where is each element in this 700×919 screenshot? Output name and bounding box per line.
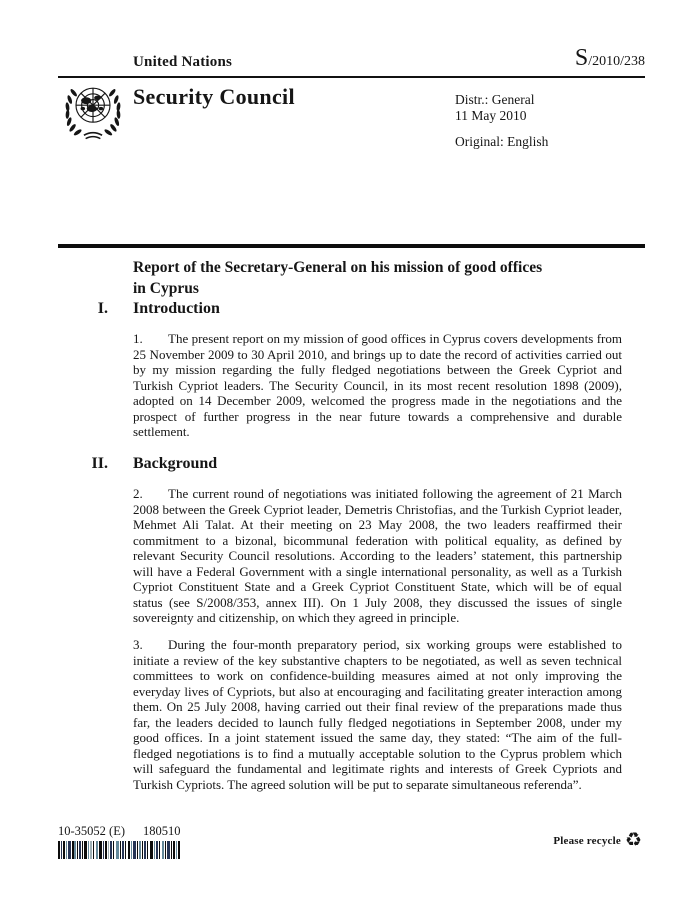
paragraph-number: 2. (133, 486, 143, 501)
document-symbol (575, 46, 645, 70)
footer-job-number (58, 824, 181, 839)
barcode (58, 841, 180, 864)
document-symbol-series: S (574, 45, 589, 71)
recycle-icon: ♻ (624, 829, 642, 851)
section-title: Introduction (133, 300, 220, 317)
document-date: 11 May 2010 (455, 108, 527, 123)
paragraph-number: 1. (133, 331, 143, 346)
section-number: I. (97, 300, 108, 317)
section-title: Background (133, 455, 218, 472)
header-rule (58, 76, 645, 78)
paragraph-text: During the four-month preparatory period, six working groups were established to initiate a review of the key substantive chapters to be negotiated, as well as seven technical committees to work on confidence-building measures aimed at not only improving the everyday lives of Cypriots, but also at encouraging and facilitating greater interaction among them. On 25 July 2008, having carried out their final review of the preparations made thus far, the leaders decided to launch fully fledged negotiations in September 2008, under my good offices. In a joint statement issued the same day, they stated: “The aim of the full-fledged negotiations is to find a mutually acceptable solution to the Cyprus problem which will safeguard the fundamental and legitimate rights and interests of Greek Cypriots and Turkish Cypriots. The agreed solution will be put to separate simultaneous referenda”. (133, 637, 622, 792)
org-name: United Nations (133, 54, 233, 70)
recycle-label: Please recycle (553, 834, 621, 847)
un-emblem-icon (59, 80, 127, 144)
date-code: 180510 (143, 824, 181, 838)
job-number: 10-35052 (E) (58, 824, 125, 838)
paragraph-3 (133, 637, 622, 792)
distribution-line: Distr.: General (455, 92, 535, 107)
paragraph-1 (133, 331, 622, 440)
document-symbol-number: /2010/238 (588, 54, 645, 69)
original-language: Original: English (455, 134, 549, 149)
report-title: Report of the Secretary-General on his mission of good offices in Cyprus (133, 259, 543, 297)
section-heading-introduction (58, 300, 220, 318)
title-rule (58, 244, 645, 248)
paragraph-text: The current round of negotiations was initiated following the agreement of 21 March 2008 between the Greek Cypriot leader, Demetris Christofias, and the Turkish Cypriot leader, Mehmet Ali Talat. At their meeting on 23 May 2008, the two leaders reaffirmed their commitment to a bizonal, bicommunal federation with political equality, as defined by relevant Security Council resolutions. According to the leaders’ statement, this partnership will have a Federal Government with a single international personality, as well as a Turkish Cypriot Constituent State and a Greek Cypriot Constituent State, which will be of equal status (see S/2008/353, annex III). On 1 July 2008, they discussed the issues of single sovereignty and citizenship, on which they agreed in principle. (133, 486, 622, 625)
paragraph-text: The present report on my mission of good offices in Cyprus covers developments from 25 November 2009 to 30 April 2010, and brings up to date the record of activities carried out by my mission regarding the fully fledged negotiations between the Greek Cypriot and Turkish Cypriot leaders. The Security Council, in its most recent resolution 1898 (2009), adopted on 14 December 2009, welcomed the progress made in the negotiations and the prospect of further progress in the near future towards a comprehensive and durable settlement. (133, 331, 622, 439)
paragraph-number: 3. (133, 637, 143, 652)
recycle-notice (553, 831, 642, 850)
section-number: II. (91, 455, 108, 472)
organ-title: Security Council (133, 84, 295, 109)
section-heading-background (58, 455, 217, 473)
paragraph-2 (133, 486, 622, 626)
